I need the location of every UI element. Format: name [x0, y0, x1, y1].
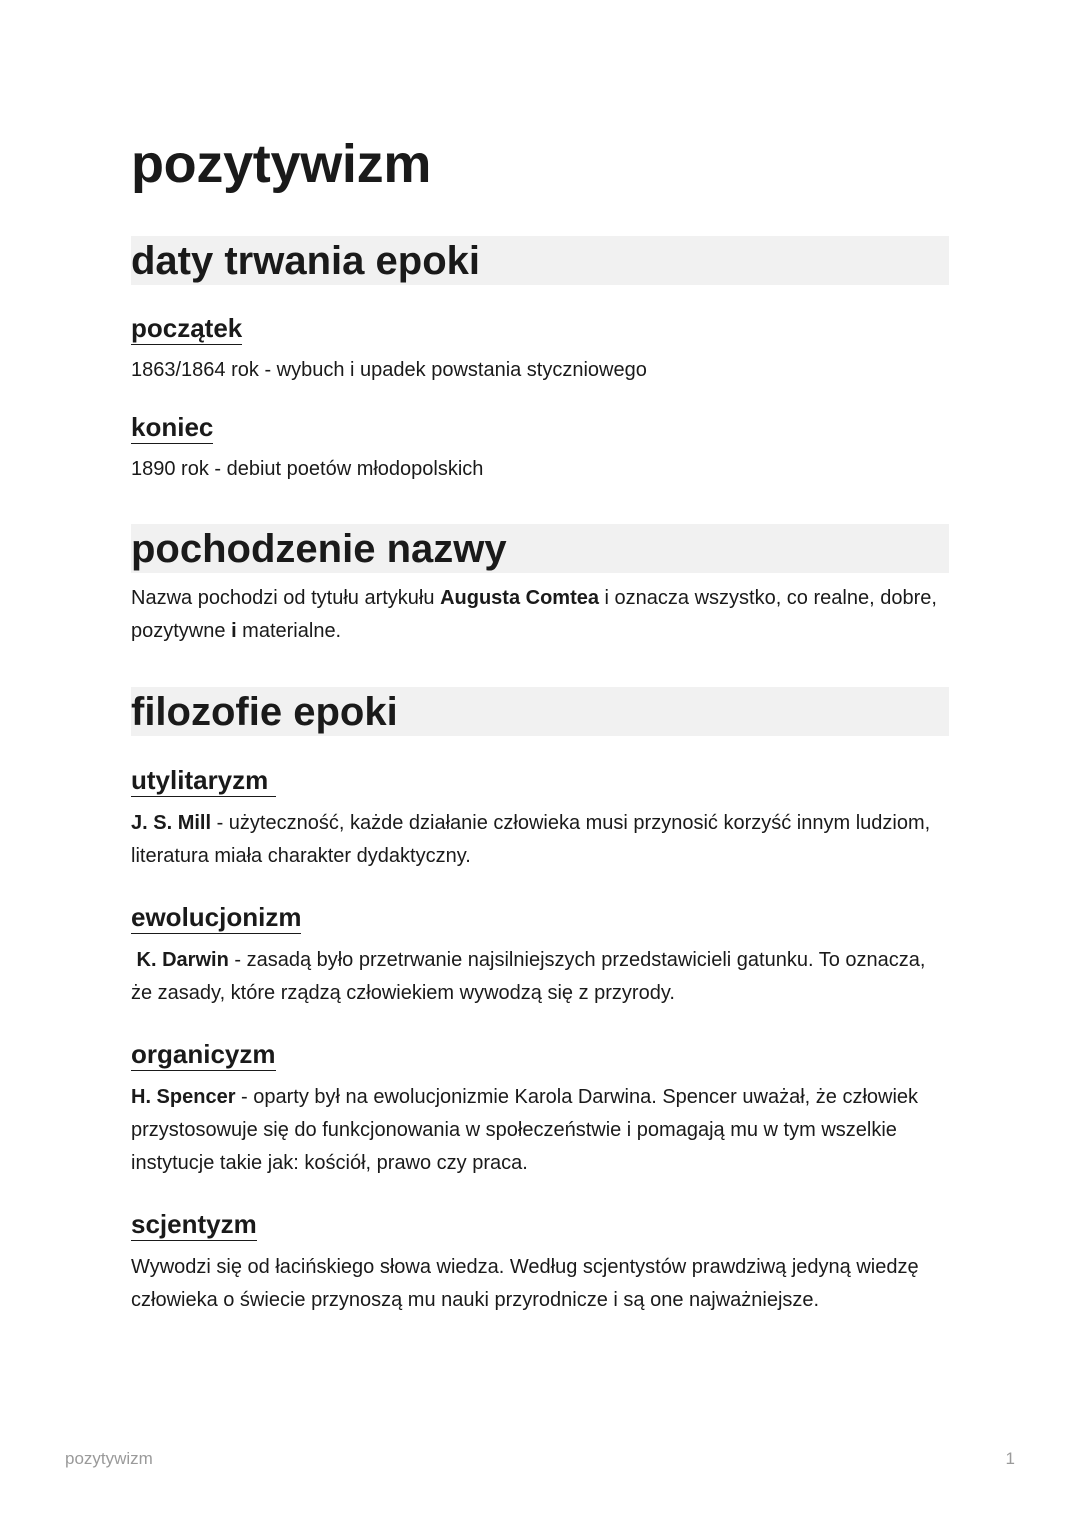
subheading-koniec: koniec	[131, 412, 214, 442]
paragraph-organicyzm	[131, 1081, 949, 1180]
subheading-organicyzm: organicyzm	[131, 1039, 276, 1069]
pochodzenie-text-before: Nazwa pochodzi od tytułu artykułu	[131, 587, 441, 609]
paragraph-pochodzenie	[131, 582, 949, 648]
pochodzenie-text-after: materialne.	[236, 620, 342, 642]
subheading-ewolucjonizm: ewolucjonizm	[131, 902, 302, 932]
section-heading-filozofie: filozofie epoki	[131, 687, 949, 736]
organicyzm-text: - oparty był na ewolucjonizmie Karola Darwina. Spencer uważał, że człowiek przystosowuje się do funkcjonowania w społeczeństwie i pomagają mu w tym wszelkie instytucje takie jak: kościół, prawo czy praca.	[131, 1086, 919, 1174]
author-mill: J. S. Mill	[131, 812, 212, 834]
subheading-utylitaryzm: utylitaryzm	[131, 765, 276, 795]
ewolucjonizm-text: - zasadą było przetrwanie najsilniejszych przedstawicieli gatunku. To oznacza, że zasady, które rządzą człowiekiem wywodzą się z przyrody.	[131, 949, 926, 1004]
footer-page-number: 1	[1005, 1449, 1015, 1468]
footer-doc-name: pozytywizm	[65, 1449, 153, 1468]
author-spencer: H. Spencer	[131, 1086, 236, 1108]
paragraph-poczatek: 1863/1864 rok - wybuch i upadek powstania styczniowego	[131, 359, 647, 381]
document-body	[131, 128, 949, 1317]
pochodzenie-bold-comte: Augusta Comtea	[440, 587, 599, 609]
pochodzenie-bold-i: i	[231, 620, 237, 642]
paragraph-utylitaryzm	[131, 807, 949, 873]
paragraph-scjentyzm: Wywodzi się od łacińskiego słowa wiedza. Według scjentystów prawdziwą jedyną wiedzę człowieka o świecie przynoszą mu nauki przyrodnicze i są one najważniejsze.	[131, 1256, 919, 1311]
section-heading-pochodzenie: pochodzenie nazwy	[131, 524, 949, 573]
page-title: pozytywizm	[131, 134, 432, 194]
subheading-scjentyzm: scjentyzm	[131, 1209, 257, 1239]
utylitaryzm-text: - użyteczność, każde działanie człowieka musi przynosić korzyść innym ludziom, literatura miała charakter dydaktyczny.	[131, 812, 931, 867]
pochodzenie-text-mid: i oznacza wszystko, co realne, dobre, pozytywne	[131, 587, 937, 642]
paragraph-ewolucjonizm	[131, 944, 949, 1010]
paragraph-koniec: 1890 rok - debiut poetów młodopolskich	[131, 458, 484, 480]
section-heading-daty: daty trwania epoki	[131, 236, 949, 285]
subheading-poczatek: początek	[131, 313, 243, 343]
author-darwin: K. Darwin	[131, 949, 229, 971]
